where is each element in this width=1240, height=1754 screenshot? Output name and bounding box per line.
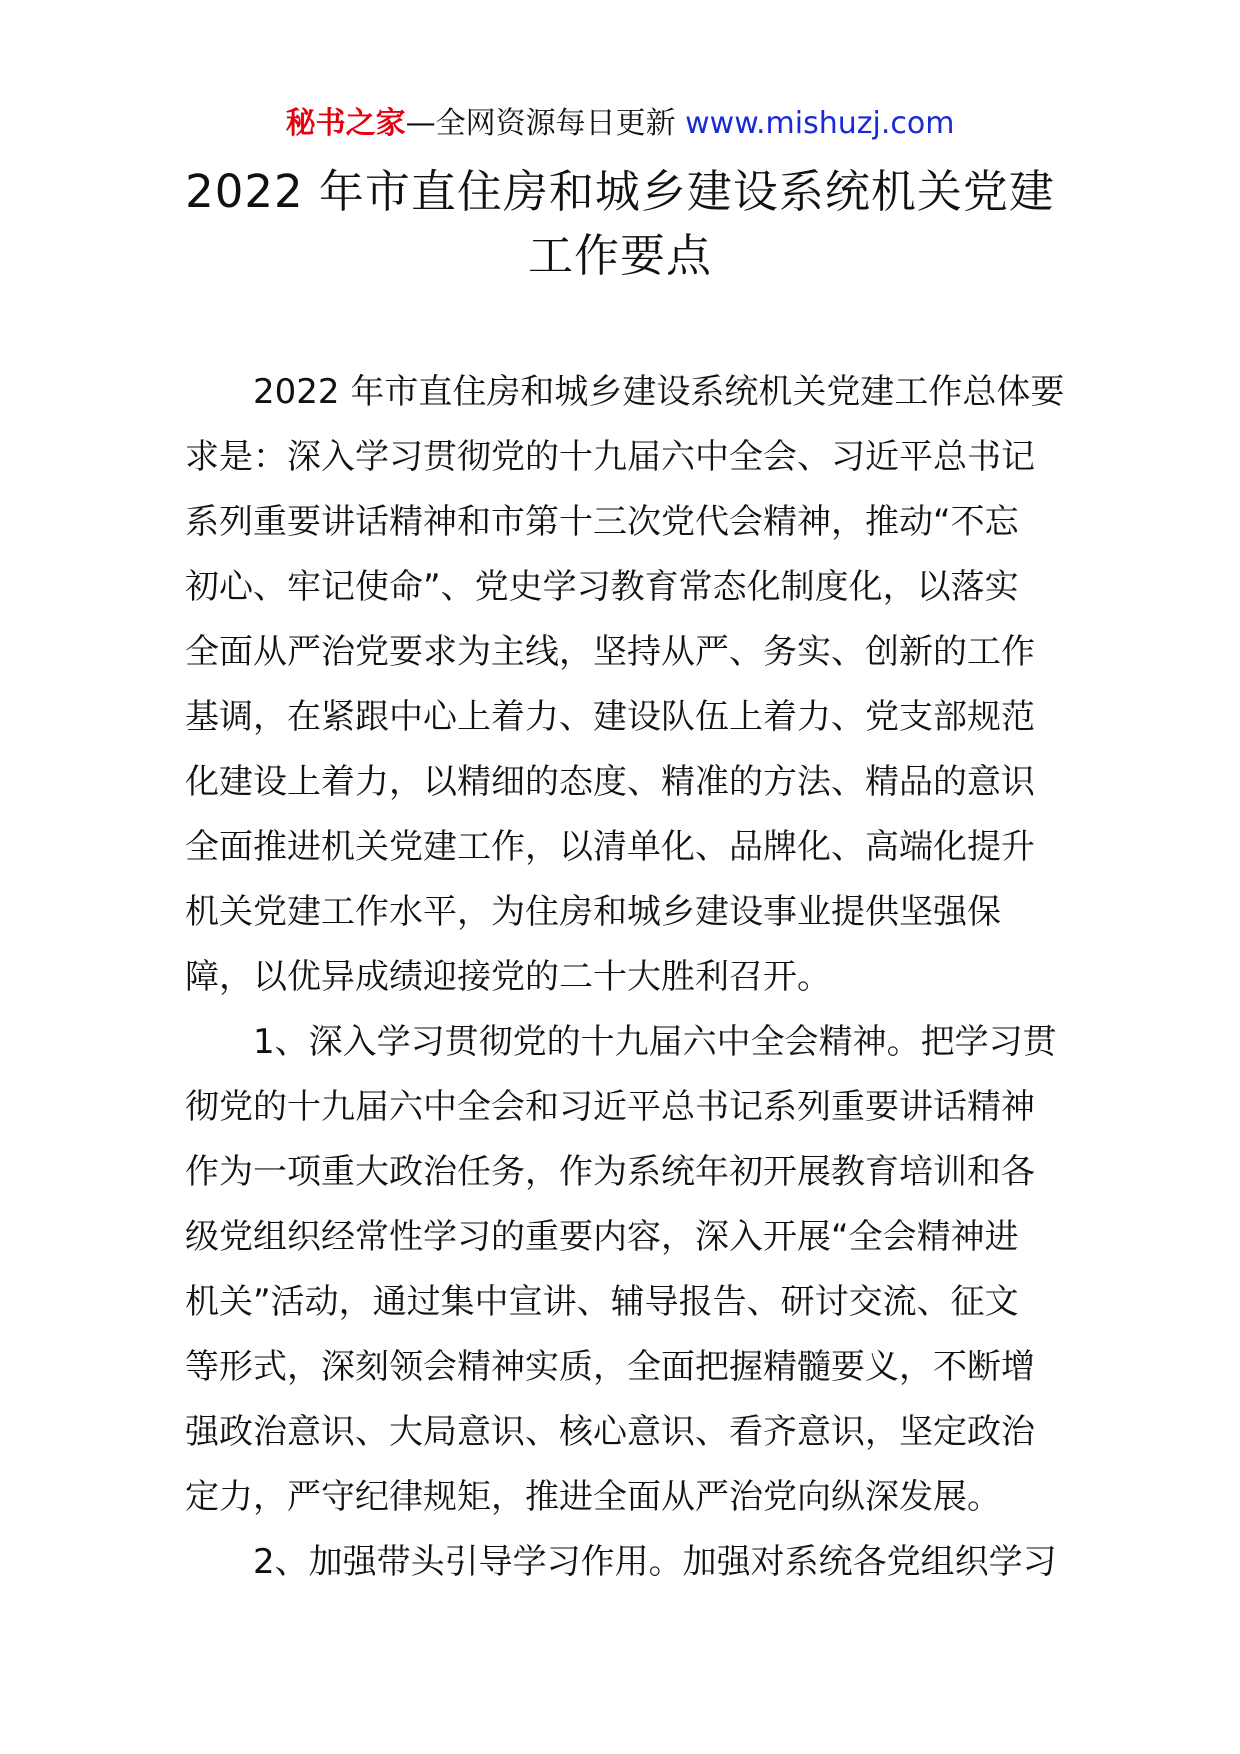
paragraph-line: 定力，严守纪律规矩，推进全面从严治党向纵深发展。 xyxy=(185,1477,1001,1517)
title-line-1: 2022 年市直住房和城乡建设系统机关党建 xyxy=(185,165,1055,218)
paragraph-line: 机关”活动，通过集中宣讲、辅导报告、研讨交流、征文 xyxy=(185,1282,1019,1322)
document-body xyxy=(185,360,1065,1595)
paragraph-line: 2022 年市直住房和城乡建设系统机关党建工作总体要 xyxy=(253,372,1065,412)
banner-slogan: —全网资源每日更新 xyxy=(405,106,676,141)
paragraph-line: 等形式，深刻领会精神实质，全面把握精髓要义，不断增 xyxy=(185,1347,1035,1387)
paragraph-line: 化建设上着力，以精细的态度、精准的方法、精品的意识 xyxy=(185,762,1035,802)
paragraph-line: 2、加强带头引导学习作用。加强对系统各党组织学习 xyxy=(253,1542,1057,1582)
site-banner xyxy=(0,104,1240,144)
document-title xyxy=(150,160,1090,288)
paragraph-line: 基调，在紧跟中心上着力、建设队伍上着力、党支部规范 xyxy=(185,697,1035,737)
paragraph-line: 强政治意识、大局意识、核心意识、看齐意识，坚定政治 xyxy=(185,1412,1035,1452)
paragraph-line: 作为一项重大政治任务，作为系统年初开展教育培训和各 xyxy=(185,1152,1035,1192)
brand-name: 秘书之家 xyxy=(285,106,406,141)
paragraph-line: 机关党建工作水平，为住房和城乡建设事业提供坚强保 xyxy=(185,892,1001,932)
paragraph-item-1 xyxy=(185,1010,1065,1530)
paragraph-item-2 xyxy=(185,1530,1065,1595)
paragraph-line: 初心、牢记使命”、党史学习教育常态化制度化，以落实 xyxy=(185,567,1019,607)
paragraph-line: 障，以优异成绩迎接党的二十大胜利召开。 xyxy=(185,957,831,997)
paragraph-overview xyxy=(185,360,1065,1010)
paragraph-line: 求是：深入学习贯彻党的十九届六中全会、习近平总书记 xyxy=(185,437,1035,477)
paragraph-line: 全面从严治党要求为主线，坚持从严、务实、创新的工作 xyxy=(185,632,1035,672)
paragraph-line: 彻党的十九届六中全会和习近平总书记系列重要讲话精神 xyxy=(185,1087,1035,1127)
paragraph-line: 系列重要讲话精神和市第十三次党代会精神，推动“不忘 xyxy=(185,502,1019,542)
paragraph-line: 级党组织经常性学习的重要内容，深入开展“全会精神进 xyxy=(185,1217,1019,1257)
paragraph-line: 全面推进机关党建工作，以清单化、品牌化、高端化提升 xyxy=(185,827,1035,867)
paragraph-line: 1、深入学习贯彻党的十九届六中全会精神。把学习贯 xyxy=(253,1022,1057,1062)
title-line-2: 工作要点 xyxy=(527,229,712,282)
site-link[interactable]: www.mishuzj.com xyxy=(685,106,955,141)
